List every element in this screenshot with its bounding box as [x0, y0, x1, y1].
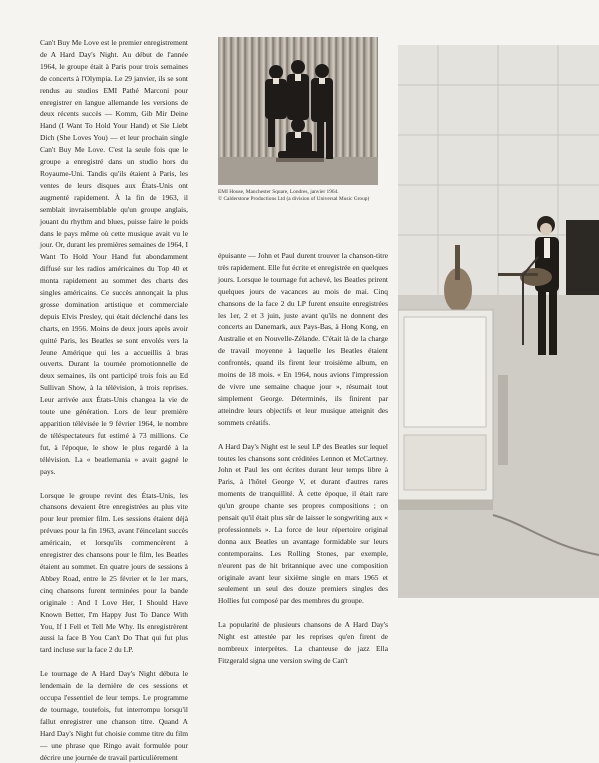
middle-paragraph-2: A Hard Day's Night est le seul LP des Beatles sur lequel toutes les chansons sont créditées Lennon et McCartney. John et Paul les ont écrites durant leur temps libre à Paris, à l'hôtel George V, et durant d'autres rares moments de tranquillité. À cette époque, il était rare qu'un groupe chante ses propres compositions ; on pensait qu'il était plus sûr de laisser le songwriting aux « professionnels ». La force de leur répertoire original donna aux Beatles un avantage formidable sur leurs contemporains. Les Rolling Stones, par exemple, n'eurent pas de hit britannique avec une composition originale avant leur sixième single en mars 1965 et seulement un seul des douze premiers singles des Hollies fut composé par des membres du groupe.	[218, 441, 388, 606]
photo-caption-line-1: EMI House, Manchester Square, Londres, janvier 1964.	[218, 189, 339, 195]
left-paragraph-2: Lorsque le groupe revint des États-Unis, les chansons devaient être enregistrées au plus vite pour leur premier film. Les sessions étaient déjà prévues pour la fin 1963, avant l'éincelant succès américain, et lorsqu'ils commencèrent à enregistrer des chansons pour le film, les Beatles étaient au sommet. En quatre jours de sessions à Abbey Road, entre le 25 février et le 1er mars, cinq chansons furent terminées pour la bande originale : And I Love Her, I Should Have Known Better, I'm Happy Just To Dance With You, If I Fell et Tell Me Why. Ils enregistrèrent aussi la face B You Can't Do That qui fut plus tard incluse sur la face 2 du LP.	[40, 490, 188, 655]
studio-recording-photo	[398, 45, 599, 598]
middle-column	[218, 250, 388, 667]
studio-photo-illustration	[398, 45, 599, 598]
left-paragraph-1: Can't Buy Me Love est le premier enregistrement de A Hard Day's Night. Au début de l'année 1964, le groupe était à Paris pour trois semaines de concerts à l'Olympia. Le 29 janvier, ils se sont rendus au studios EMI Pathé Marconi pour enregistrer en langue allemande les versions de deux récents succès — Komm, Gib Mir Deine Hand (I Want To Hold Your Hand) et Sie Liebt Dich (She Loves You) — et leur prochain single Can't Buy Me Love. C'est la seule fois que le groupe a enregistré dans un studio hors du Royaume-Uni. Tandis qu'ils étaient à Paris, les ventes de leurs disques aux États-Unis ont augmenté rapidement. À la fin de 1963, il semblait invraisemblable qu'un groupe anglais, jouant du rhythm and blues, puisse faire le poids dans le pays même où cette musique avait vu le jour. Or, durant les premières semaines de 1964, I Want To Hold Your Hand fut abondamment diffusé sur les radios américaines du Top 40 et monta rapidement au sommet des charts des singles américains. Ce succès annonçait la plus grosse domination artistique et commerciale depuis Elvis Presley, qui était déclenché dans les charts, en 1956. Moins de deux jours après avoir quitté Paris, les Beatles se sont envolés vers la Jeune Amérique qui les a accueillis à bras ouverts. Durant la tournée promotionnelle de deux semaines, ils ont participé trois fois au Ed Sullivan Show, à la télévision, à trois reprises. Leur arrivée aux États-Unis changea la vie de toute une génération. Lors de leur première apparition télévisée le 9 février 1964, le nombre de téléspectateurs fut estimé à 73 millions. Ce fut, à l'époque, le show le plus regardé à la télévision. La « beatlemania » avait gagné le pays.	[40, 38, 188, 476]
photo-caption-line-2: © Calderstone Productions Ltd (a division of Universal Music Group)	[218, 196, 370, 203]
band-photo-illustration	[218, 37, 378, 185]
left-column	[40, 37, 188, 763]
left-paragraph-3: Le tournage de A Hard Day's Night débuta le lendemain de la dernière de ces sessions et occupa l'essentiel de leur temps. Le programme de tournage, toutefois, fut interrompu lorsqu'il fallut enregistrer une chanson titre. Quand A Hard Day's Night fut choisie comme titre du film — une phrase que Ringo avait formulée pour décrire une journée de travail particulièrement	[40, 669, 188, 762]
band-group-photo	[218, 37, 378, 185]
middle-paragraph-1: épuisante — John et Paul durent trouver la chanson-titre très rapidement. Elle fut écrite et enregistrée en quelques jours. Lorsque le tournage fut achevé, les Beatles prirent quelques jours de vacances au mois de mai. Cinq chansons de la face 2 du LP furent ensuite enregistrées les 1er, 2 et 3 juin, juste avant qu'ils ne donnent des concerts au Danemark, aux Pays-Bas, à Hong Kong, en Australie et en Nouvelle-Zélande. C'était là de la charge de travail moyenne à laquelle les Beatles étaient confrontés, quand ils firent leur troisième album, en moins de 18 mois. « En 1964, nous avions l'impression de vivre une semaine chaque jour », résumait tout simplement George. Déterminés, ils finirent par atteindre leurs objectifs et leur musique atteignit des sommets créatifs.	[218, 251, 388, 427]
middle-paragraph-3: La popularité de plusieurs chansons de A Hard Day's Night est attestée par les reprises qu'en firent de nombreux interprètes. La chanteuse de jazz Ella Fitzgerald signa une version swing de Can't	[218, 620, 388, 665]
photo-caption	[218, 189, 388, 204]
